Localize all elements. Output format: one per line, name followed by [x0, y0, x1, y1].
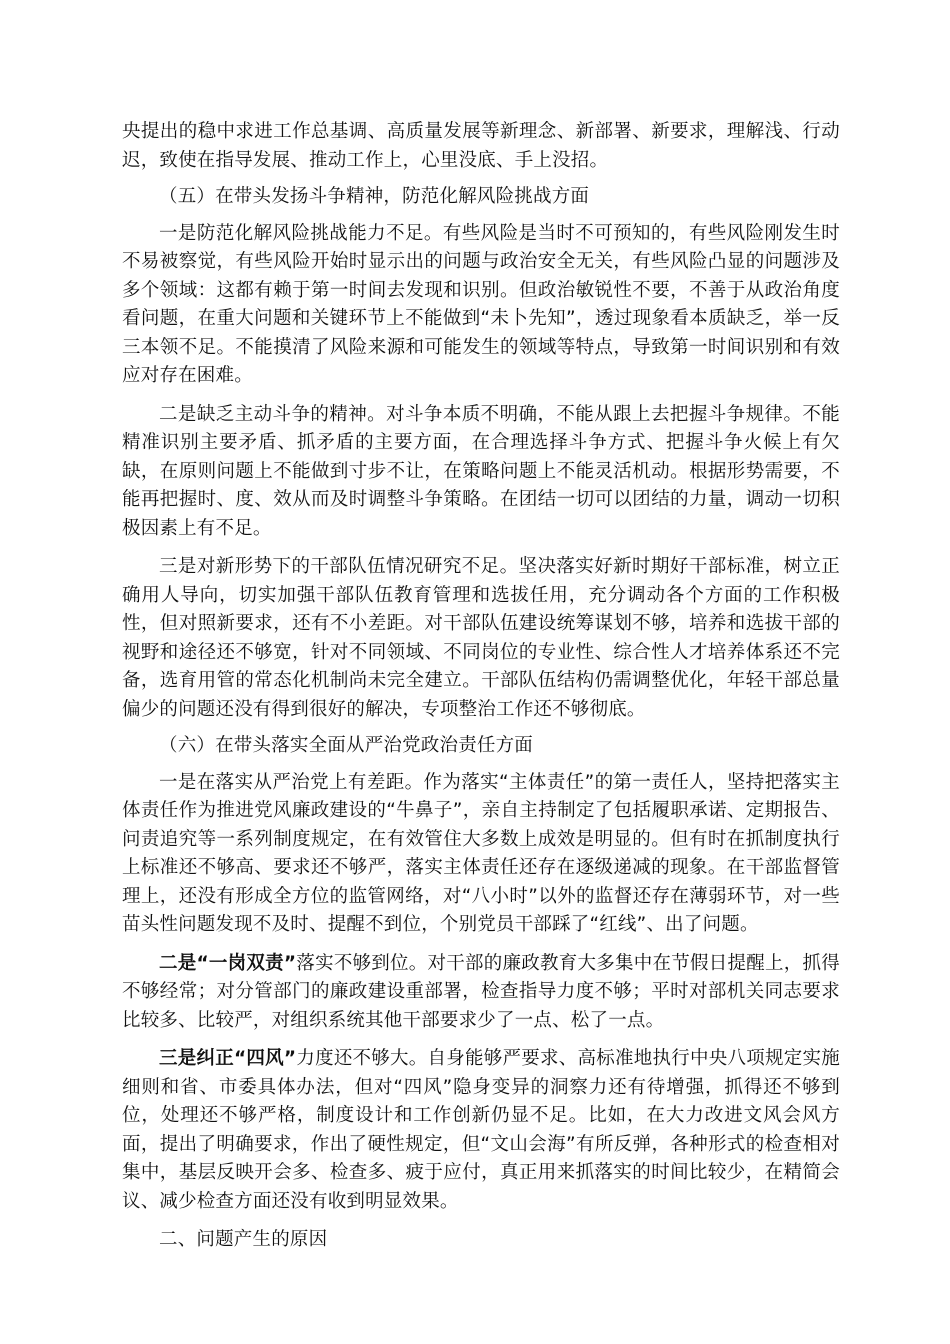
paragraph-struggle-spirit: 二是缺乏主动斗争的精神。对斗争本质不明确，不能从跟上去把握斗争规律。不能精准识别主要矛盾、抓矛盾的主要方面，在合理选择斗争方式、把握斗争火候上有欠缺，在原则问题上不能做到寸步不让，在策略问题上不能灵活机动。根据形势需要，不能再把握时、度、效从而及时调整斗争策略。在团结一切可以团结的力量，调动一切积极因素上有不足。 — [122, 403, 840, 539]
section-heading-causes: 二、问题产生的原因 — [159, 1229, 328, 1250]
paragraph-strict-governance: 一是在落实从严治党上有差距。作为落实“主体责任”的第一责任人，坚持把落实主体责任作为推进党风廉政建设的“牛鼻子”，亲自主持制定了包括履职承诺、定期报告、问责追究等一系列制度规定，在有效管住大多数上成效是明显的。但有时在抓制度执行上标准还不够高、要求还不够严，落实主体责任还存在逐级递减的现象。在干部监督管理上，还没有形成全方位的监管网络，对“八小时”以外的监督还存在薄弱环节，对一些苗头性问题发现不及时、提醒不到位，个别党员干部踩了“红线”、出了问题。 — [122, 771, 840, 935]
paragraph-lead-text: 三是纠正“四风” — [159, 1048, 297, 1069]
paragraph-continuation: 央提出的稳中求进工作总基调、高质量发展等新理念、新部署、新要求，理解浅、行动迟，致使在指导发展、推动工作上，心里没底、手上没招。 — [122, 121, 840, 171]
paragraph-lead-text: 二是“一岗双责” — [159, 952, 297, 974]
paragraph-cadre-research: 三是对新形势下的干部队伍情况研究不足。坚决落实好新时期好干部标准，树立正确用人导向，切实加强干部队伍教育管理和选拔任用，充分调动各个方面的工作积极性，但对照新要求，还有不小差距。对干部队伍建设统筹谋划不够，培养和选拔干部的视野和途径还不够宽，针对不同领域、不同岗位的专业性、综合性人才培养体系还不完备，选育用管的常态化机制尚未完全建立。干部队伍结构仍需调整优化，年轻干部总量偏少的问题还没有得到很好的解决，专项整治工作还不够彻底。 — [122, 556, 840, 720]
section-heading-six: （六）在带头落实全面从严治党政治责任方面 — [159, 735, 534, 756]
document-page — [122, 118, 840, 1255]
paragraph-risk-ability: 一是防范化解风险挑战能力不足。有些风险是当时不可预知的，有些风险刚发生时不易被察觉，有些风险开始时显示出的问题与政治安全无关，有些风险凸显的问题涉及多个领域：这都有赖于第一时间去发现和识别。但政治敏锐性不要，不善于从政治角度看问题，在重大问题和关键环节上不能做到“未卜先知”，透过现象看本质缺乏，举一反三本领不足。不能摸清了风险来源和可能发生的领域等特点，导致第一时间识别和有效应对存在困难。 — [122, 222, 840, 386]
section-heading-five: （五）在带头发扬斗争精神，防范化解风险挑战方面 — [159, 186, 590, 207]
paragraph-body-text: 力度还不够大。自身能够严要求、高标准地执行中央八项规定实施细则和省、市委具体办法，但对“四风”隐身变异的洞察力还有待增强，抓得还不够到位，处理还不够严格，制度设计和工作创新仍显不足。比如，在大力改进文风会风方面，提出了明确要求，作出了硬性规定，但“文山会海”有所反弹，各种形式的检查相对集中，基层反映开会多、检查多、疲于应付，真正用来抓落实的时间比较少，在精简会议、减少检查方面还没有收到明显效果。 — [122, 1048, 840, 1212]
paragraph-body-text: 落实不够到位。对干部的廉政教育大多集中在节假日提醒上，抓得不够经常；对分管部门的廉政建设重部署，检查指导力度不够；平时对部机关同志要求比较多、比较严，对组织系统其他干部要求少了一点、松了一点。 — [122, 952, 840, 1031]
paragraph-one-post-two-duties — [122, 950, 840, 1036]
paragraph-four-winds — [122, 1045, 840, 1216]
